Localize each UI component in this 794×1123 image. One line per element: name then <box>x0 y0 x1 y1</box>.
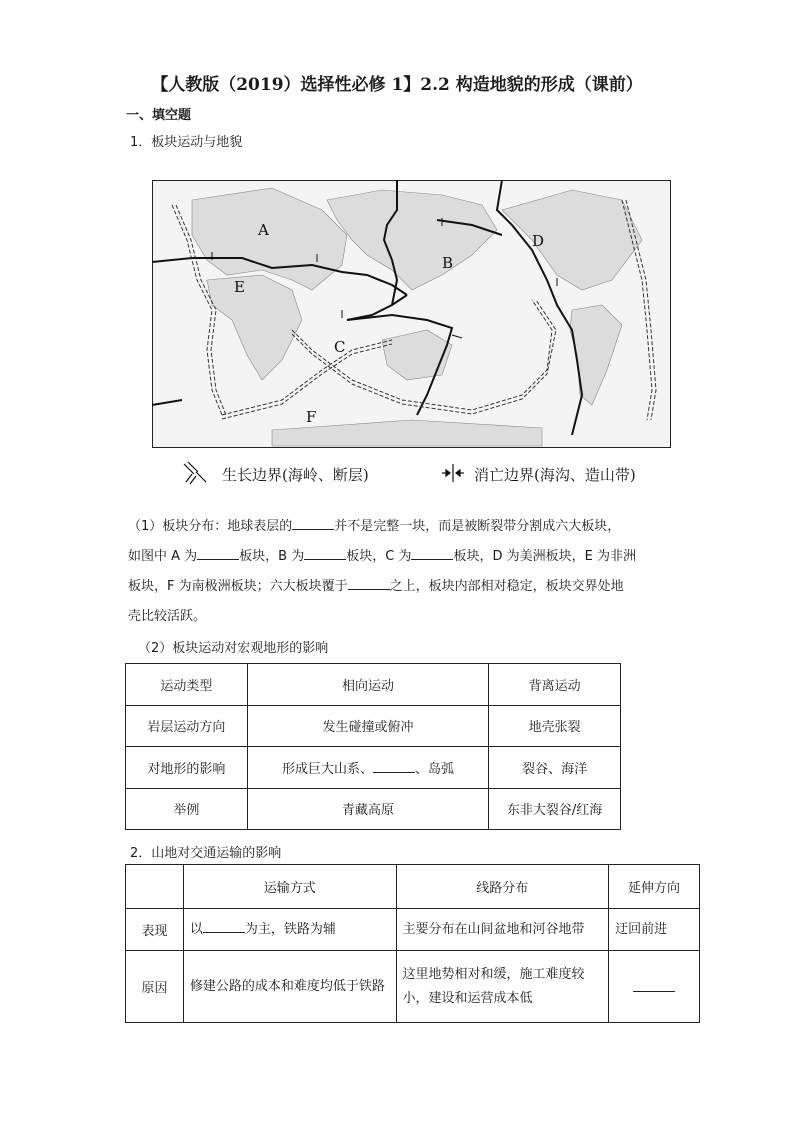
section-heading: 一、填空题 <box>126 108 192 123</box>
table-row: 表现 以 为主，铁路为辅 主要分布在山间盆地和河谷地带 迂回前进 <box>126 909 700 951</box>
mountain-transport-table <box>125 864 700 1023</box>
plate-label-a: A <box>258 221 269 239</box>
question-1-paragraph: （1）板块分布：地球表层的 并不是完整一块，而是被断裂带分割成六大板块， 如图中 A 为 板块，B 为 板块，C 为 板块，D 为美洲板块，E 为非洲 板块，F 为南极洲板块；六大板块覆于 之上，板块内部相对稳定，板块交界处地 壳比较活跃。 <box>128 512 673 632</box>
plate-label-d: D <box>532 232 545 250</box>
blank-direction-reason[interactable] <box>633 977 675 992</box>
table-row: 原因 修建公路的成本和难度均低于铁路 这里地势相对和缓，施工难度较小，建设和运营成本低 <box>126 951 700 1023</box>
question-1-title: 1．板块运动与地貌 <box>130 135 243 150</box>
table-row: 运动类型 相向运动 背离运动 <box>126 664 621 706</box>
map-legend <box>178 458 698 488</box>
trench-symbol-icon <box>440 462 466 484</box>
subquestion-2-title: （2）板块运动对宏观地形的影响 <box>138 641 329 656</box>
plate-label-e: E <box>234 278 245 296</box>
blank-plate-b[interactable] <box>304 545 346 560</box>
page-title: 【人教版（2019）选择性必修 1】2.2 构造地貌的形成（课前） <box>151 75 643 95</box>
plate-label-f: F <box>306 408 317 426</box>
plate-label-c: C <box>334 338 346 356</box>
blank-plate-c[interactable] <box>411 545 453 560</box>
plate-map <box>152 180 671 448</box>
plate-label-b: B <box>442 254 454 272</box>
legend-subducting-boundary: 消亡边界(海沟、造山带) <box>474 466 636 484</box>
question-2-title: 2．山地对交通运输的影响 <box>130 846 282 861</box>
table-row: 举例 青藏高原 东非大裂谷/红海 <box>126 788 621 830</box>
plate-motion-table <box>125 663 621 830</box>
legend-growing-boundary: 生长边界(海岭、断层) <box>222 466 369 484</box>
table-row: 对地形的影响 形成巨大山系、 、岛弧 裂谷、海洋 <box>126 747 621 789</box>
blank-plate-a[interactable] <box>197 545 239 560</box>
table-row: 运输方式 线路分布 延伸方向 <box>126 865 700 909</box>
ridge-symbol-icon <box>178 458 214 488</box>
blank-trench[interactable] <box>373 758 415 773</box>
blank-highway[interactable] <box>203 918 245 933</box>
blank-lithosphere[interactable] <box>292 515 334 530</box>
blank-soft-layer[interactable] <box>348 575 390 590</box>
table-row: 岩层运动方向 发生碰撞或俯冲 地壳张裂 <box>126 705 621 747</box>
